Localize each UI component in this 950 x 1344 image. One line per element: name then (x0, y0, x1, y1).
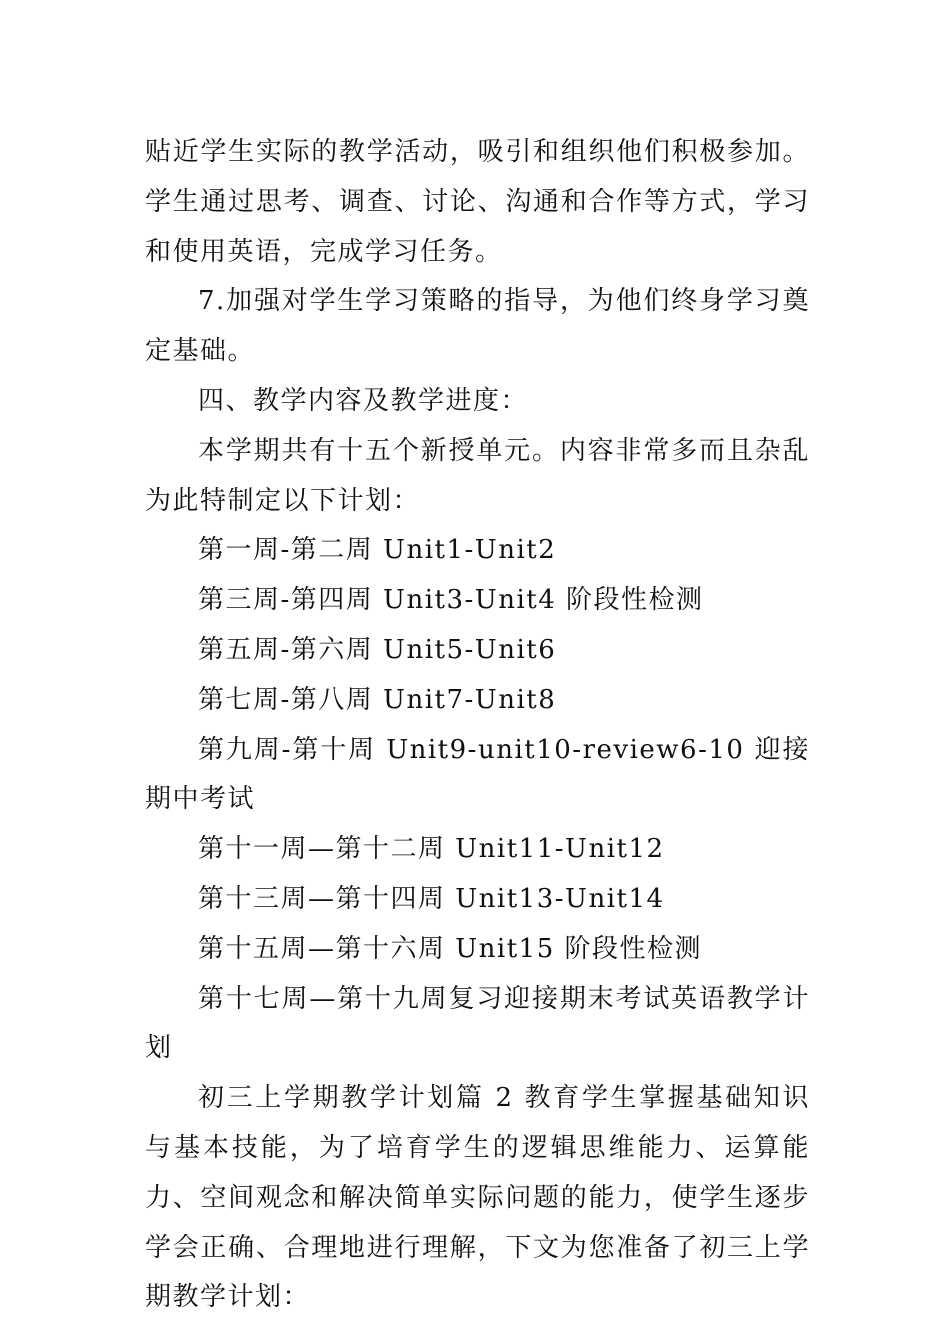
paragraph-strategy-guidance: 7.加强对学生学习策略的指导，为他们终身学习奠定基础。 (145, 286, 810, 367)
paragraph-plan-part-2: 初三上学期教学计划篇 2 教育学生掌握基础知识与基本技能，为了培育学生的逻辑思维能力、运算能力、空间观念和解决简单实际问题的能力，使学生逐步学会正确、合理地进行理解，下文为您准备了初三上学期教学计划： (145, 1083, 810, 1313)
schedule-item-week-9-10: 第九周-第十周 Unit9-unit10-review6-10 迎接期中考试 (145, 734, 810, 815)
schedule-item-week-7-8: 第七周-第八周 Unit7-Unit8 (198, 684, 557, 715)
paragraph-plan-intro: 本学期共有十五个新授单元。内容非常多而且杂乱为此特制定以下计划： (145, 435, 810, 516)
schedule-item-week-11-12: 第十一周—第十二周 Unit11-Unit12 (198, 834, 665, 865)
section-heading-content-schedule: 四、教学内容及教学进度： (198, 385, 529, 416)
paragraph-activities: 贴近学生实际的教学活动，吸引和组织他们积极参加。学生通过思考、调查、讨论、沟通和合作等方式，学习和使用英语，完成学习任务。 (145, 137, 810, 267)
schedule-item-week-15-16: 第十五周—第十六周 Unit15 阶段性检测 (198, 933, 703, 964)
schedule-item-week-5-6: 第五周-第六周 Unit5-Unit6 (198, 634, 557, 665)
schedule-item-week-17-19: 第十七周—第十九周复习迎接期末考试英语教学计划 (145, 983, 810, 1064)
document-body (145, 128, 810, 1323)
schedule-item-week-13-14: 第十三周—第十四周 Unit13-Unit14 (198, 883, 665, 914)
schedule-item-week-3-4: 第三周-第四周 Unit3-Unit4 阶段性检测 (198, 585, 704, 616)
schedule-item-week-1-2: 第一周-第二周 Unit1-Unit2 (198, 535, 557, 566)
